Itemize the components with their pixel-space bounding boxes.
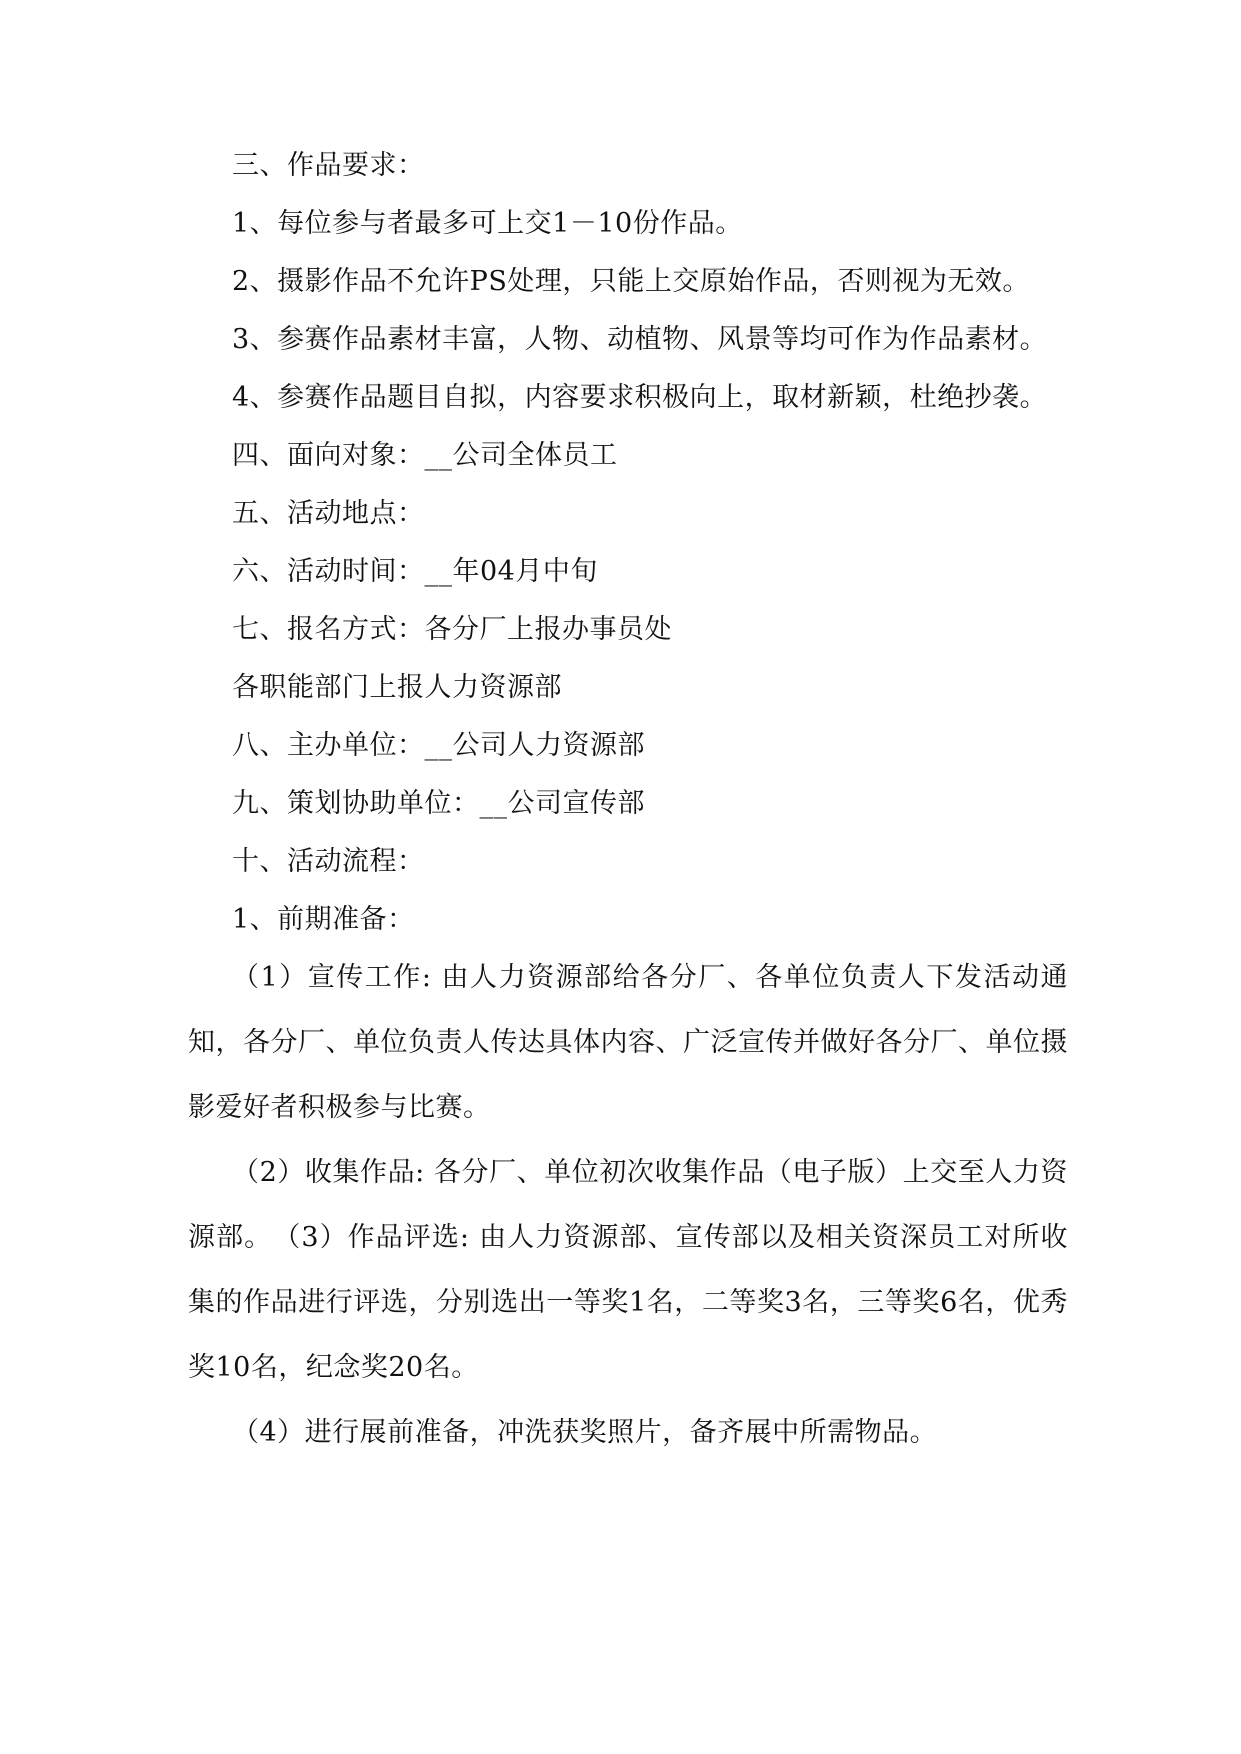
paragraph-publicity: （1）宣传工作: 由人力资源部给各分厂、各单位负责人下发活动通知，各分厂、单位负责人传达具体内容、广泛宣传并做好各分厂、单位摄影爱好者积极参与比赛。 (188, 962, 1068, 1123)
section-heading-location: 五、活动地点： (232, 498, 425, 529)
section-heading-organizer: 八、主办单位：__公司人力资源部 (232, 730, 645, 761)
requirement-item-4: 4、参赛作品题目自拟，内容要求积极向上，取材新颖，杜绝抄袭。 (232, 382, 1048, 413)
section-heading-time: 六、活动时间：__年04月中旬 (232, 556, 598, 587)
requirement-item-2: 2、摄影作品不允许PS处理，只能上交原始作品，否则视为无效。 (232, 266, 1030, 297)
section-heading-registration: 七、报名方式：各分厂上报办事员处 (232, 614, 672, 645)
requirement-item-3: 3、参赛作品素材丰富，人物、动植物、风景等均可作为作品素材。 (232, 324, 1048, 355)
paragraph-exhibition-prep: （4）进行展前准备，冲洗获奖照片，备齐展中所需物品。 (232, 1417, 938, 1448)
paragraph-collection-evaluation: （2）收集作品: 各分厂、单位初次收集作品（电子版）上交至人力资源部。 （3）作品评选: 由人力资源部、宣传部以及相关资深员工对所收集的作品进行评选，分别选出一等奖1名，二等奖3名，三等奖6名，优秀奖10名，纪念奖20名。 (188, 1157, 1068, 1383)
section-heading-process: 十、活动流程： (232, 846, 425, 877)
process-step-preparation: 1、前期准备： (232, 904, 415, 935)
registration-detail: 各职能部门上报人力资源部 (232, 672, 562, 703)
section-heading-co-organizer: 九、策划协助单位：__公司宣传部 (232, 788, 645, 819)
requirement-item-1: 1、每位参与者最多可上交1－10份作品。 (232, 208, 743, 239)
section-heading-requirements: 三、作品要求： (232, 150, 425, 181)
section-heading-audience: 四、面向对象：__公司全体员工 (232, 440, 618, 471)
